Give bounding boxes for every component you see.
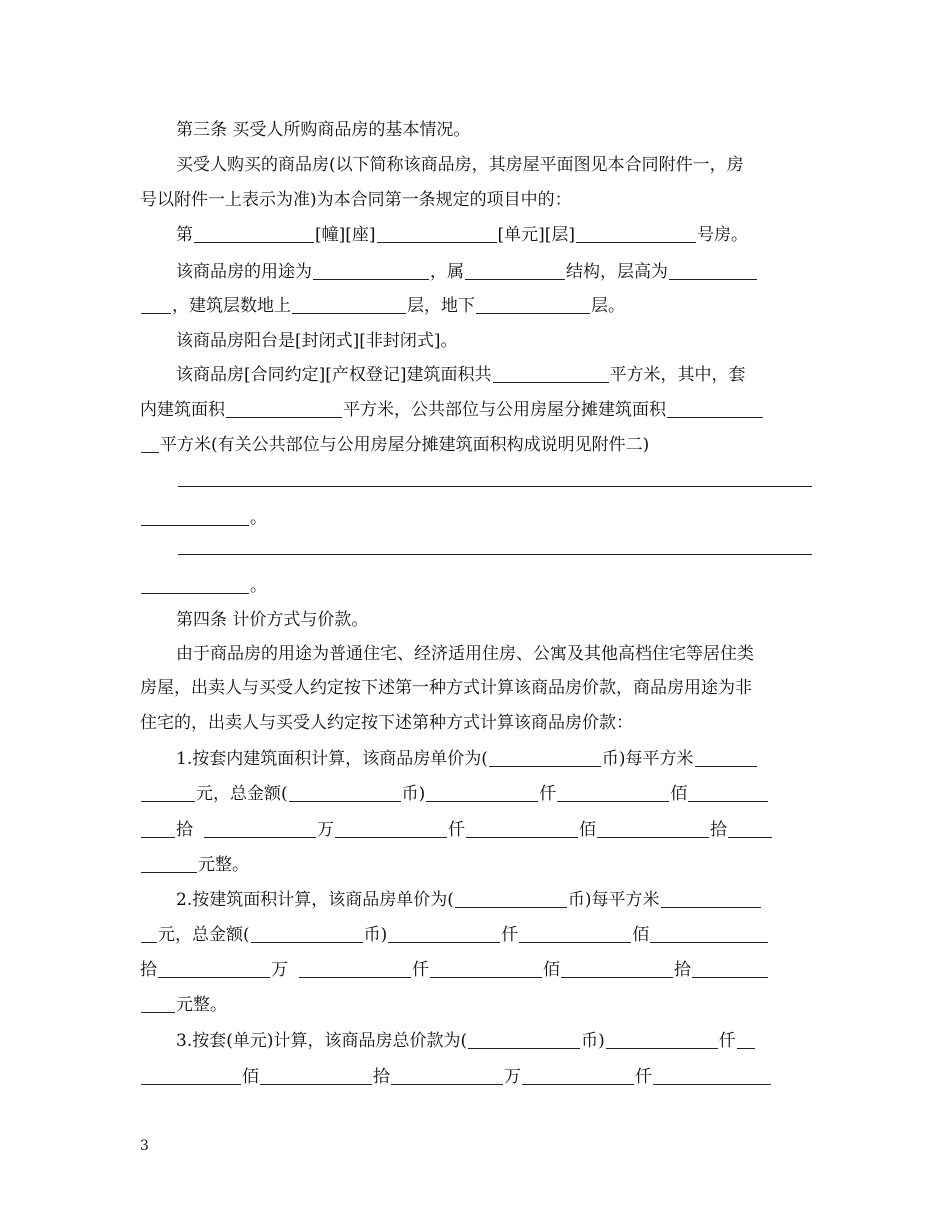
m2-currency-blank[interactable]	[455, 887, 567, 908]
article3-heading: 第三条 买受人所购商品房的基本情况。	[176, 120, 471, 140]
m3-qian2-blank[interactable]	[522, 1064, 634, 1085]
m2-yuan-blank-cont[interactable]	[141, 992, 175, 1013]
m1-yuan-blank[interactable]	[728, 817, 772, 838]
page-number: 3	[140, 1138, 149, 1154]
article4-paragraph-line3: 住宅的，出卖人与买受人约定按下述第种方式计算该商品房价款：	[140, 713, 633, 733]
m2-shi-blank[interactable]	[650, 922, 768, 943]
inner-area-blank[interactable]	[226, 397, 342, 418]
article4-paragraph-line2: 房屋，出卖人与买受人约定按下述第一种方式计算该商品房价款，商品房用途为非	[140, 678, 752, 698]
m2-qian2-blank[interactable]	[299, 957, 411, 978]
room-blank[interactable]	[576, 222, 696, 243]
m1-wan-blank[interactable]	[204, 817, 316, 838]
fill-rule-1-tail[interactable]	[141, 505, 249, 526]
m1-shi-blank-cont[interactable]	[141, 817, 175, 838]
floor-height-blank-cont[interactable]	[141, 293, 171, 314]
balcony-line: 该商品房阳台是[封闭式][非封闭式]。	[176, 331, 458, 351]
floor-height-blank[interactable]	[669, 259, 757, 280]
m1-yuan-blank-cont[interactable]	[141, 852, 197, 873]
area-line3: 平方米(有关公共部位与公用房屋分摊建筑面积构成说明见附件二)	[140, 427, 812, 463]
method2-line3: 拾 万 仟 佰 拾	[140, 952, 812, 988]
fill-rule-1-end: 。	[140, 500, 812, 536]
fill-rule-2-end: 。	[140, 568, 812, 604]
method2-line4: 元整。	[140, 987, 812, 1023]
m1-bai-blank[interactable]	[557, 781, 669, 802]
m1-shi-blank[interactable]	[688, 781, 768, 802]
m2-qian-blank[interactable]	[388, 922, 500, 943]
m1-unit-price-blank[interactable]	[695, 746, 757, 767]
building-blank[interactable]	[194, 222, 314, 243]
method2-line2: 元，总金额( 币) 仟 佰	[140, 917, 812, 953]
fill-rule-2[interactable]	[178, 554, 812, 555]
area-line1: 该商品房[合同约定][产权登记]建筑面积共 平方米，其中，套	[176, 357, 812, 393]
article3-paragraph-line1: 买受人购买的商品房(以下简称该商品房，其房屋平面图见本合同附件一，房	[176, 155, 744, 175]
m2-wan-blank[interactable]	[158, 957, 270, 978]
m2-bai-blank[interactable]	[519, 922, 631, 943]
m2-total-currency-blank[interactable]	[251, 922, 363, 943]
m3-shi-blank[interactable]	[260, 1064, 372, 1085]
unit-number-line: 第 [幢][座] [单元][层] 号房。	[176, 217, 812, 253]
shared-area-blank[interactable]	[667, 397, 763, 418]
shared-area-blank-cont[interactable]	[141, 432, 159, 453]
article3-paragraph-line2: 号以附件一上表示为准)为本合同第一条规定的项目中的：	[140, 190, 572, 210]
structure-blank[interactable]	[465, 259, 565, 280]
floors-line: ，建筑层数地上 层，地下 层。	[140, 288, 812, 324]
method1-line1: 1.按套内建筑面积计算，该商品房单价为( 币)每平方米	[176, 741, 812, 777]
m1-currency-blank[interactable]	[489, 746, 601, 767]
method1-line4: 元整。	[140, 847, 812, 883]
fill-rule-1[interactable]	[178, 486, 812, 487]
m3-wan-blank[interactable]	[391, 1064, 503, 1085]
method1-line3: 拾 万 仟 佰 拾	[140, 812, 812, 848]
total-area-blank[interactable]	[493, 362, 609, 383]
m1-shi2-blank[interactable]	[597, 817, 709, 838]
article4-heading: 第四条 计价方式与价款。	[176, 610, 369, 630]
usage-blank[interactable]	[313, 259, 429, 280]
method3-line2: 佰 拾 万 仟	[140, 1059, 812, 1095]
m2-unit-price-blank-cont[interactable]	[141, 922, 157, 943]
m3-qian-blank[interactable]	[606, 1028, 718, 1049]
unit-blank[interactable]	[377, 222, 497, 243]
floors-below-blank[interactable]	[476, 293, 590, 314]
m1-unit-price-blank-cont[interactable]	[141, 781, 195, 802]
area-line2: 内建筑面积 平方米，公共部位与公用房屋分摊建筑面积	[140, 392, 812, 428]
m1-qian2-blank[interactable]	[335, 817, 447, 838]
method3-line1: 3.按套(单元)计算，该商品房总价款为( 币) 仟	[176, 1023, 812, 1059]
article4-paragraph-line1: 由于商品房的用途为普通住宅、经济适用住房、公寓及其他高档住宅等居住类	[176, 644, 754, 664]
m2-yuan-blank[interactable]	[692, 957, 768, 978]
method2-line1: 2.按建筑面积计算，该商品房单价为( 币)每平方米	[176, 882, 812, 918]
method1-line2: 元，总金额( 币) 仟 佰	[140, 776, 812, 812]
m1-bai2-blank[interactable]	[466, 817, 578, 838]
usage-line: 该商品房的用途为 ，属 结构，层高为	[176, 254, 812, 290]
m1-qian-blank[interactable]	[426, 781, 538, 802]
m1-total-currency-blank[interactable]	[289, 781, 401, 802]
m2-bai2-blank[interactable]	[430, 957, 542, 978]
m3-currency-blank[interactable]	[468, 1028, 580, 1049]
m2-shi2-blank[interactable]	[561, 957, 673, 978]
floors-above-blank[interactable]	[292, 293, 406, 314]
m3-bai-blank-cont[interactable]	[141, 1064, 241, 1085]
m3-bai-blank[interactable]	[737, 1028, 755, 1049]
m2-unit-price-blank[interactable]	[661, 887, 761, 908]
fill-rule-2-tail[interactable]	[141, 573, 249, 594]
m3-bai2-blank[interactable]	[653, 1064, 771, 1085]
